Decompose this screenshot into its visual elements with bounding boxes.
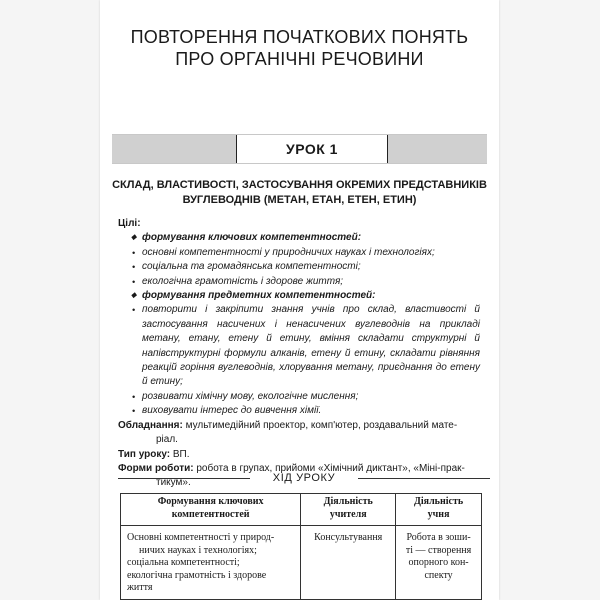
table-header-competencies: Формування ключових компетентностей xyxy=(121,494,301,526)
goal-item xyxy=(118,390,490,404)
dot-bullet-icon: • xyxy=(132,391,136,402)
cell-line: ті — створення xyxy=(405,544,472,556)
dot-bullet-icon: • xyxy=(132,262,136,273)
lesson-topic xyxy=(100,178,499,208)
chapter-title xyxy=(100,26,499,70)
cell-line: соціальна компетентності; xyxy=(127,557,240,568)
table-header-student: Діяльність учня xyxy=(396,494,482,526)
table-header-teacher: Діяльність учителя xyxy=(301,494,396,526)
lesson-topic-line-2: ВУГЛЕВОДНІВ (МЕТАН, ЕТАН, ЕТЕН, ЕТИН) xyxy=(182,194,417,206)
goal-text: екологічна грамотність і здорове життя; xyxy=(142,275,344,287)
cell-line: екологічна грамотність і здорове xyxy=(127,569,267,581)
table-cell-student xyxy=(396,526,482,600)
section-heading-label: ХІД УРОКУ xyxy=(272,472,336,484)
cell-line: спекту xyxy=(424,569,453,581)
chapter-title-line-1: ПОВТОРЕННЯ ПОЧАТКОВИХ ПОНЯТЬ xyxy=(130,27,469,47)
diamond-bullet-icon: ◆ xyxy=(131,292,137,300)
lesson-banner xyxy=(112,134,487,164)
dot-bullet-icon: • xyxy=(132,305,136,316)
section-heading xyxy=(118,470,490,489)
lesson-table xyxy=(120,493,482,600)
cell-line: Основні компетентності у природ- xyxy=(127,532,275,543)
equipment-value-2: ріал. xyxy=(156,434,178,446)
lesson-content xyxy=(118,217,490,491)
goal-text: розвивати хімічну мову, екологічне мислення; xyxy=(142,390,359,402)
lesson-topic-line-1: СКЛАД, ВЛАСТИВОСТІ, ЗАСТОСУВАННЯ ОКРЕМИХ ПРЕДСТАВНИКІВ xyxy=(112,179,487,191)
goal-text: виховувати інтерес до вивчення хімії. xyxy=(142,405,322,417)
lesson-label: УРОК 1 xyxy=(236,135,388,163)
lesson-type-label: Тип уроку: xyxy=(118,448,171,460)
lesson-type-line xyxy=(118,448,490,462)
divider-line xyxy=(118,478,250,479)
goal-item xyxy=(118,404,490,418)
goal-list xyxy=(118,231,490,418)
work-forms-label: Форми роботи: xyxy=(118,462,194,474)
goal-text: повторити і закріпити знання учнів про склад, властивості й застосування насичених і ненасичених вуглеводнів на прикладі метану, етану, етену й етину, вміння складати структурні й напівструктурні формули алканів, етену й етину, складати рівняння реакцій горіння вуглеводнів, хлорування метану, приєднання до етену й етину; xyxy=(142,304,480,388)
equipment-line-cont xyxy=(118,433,490,447)
cell-line: опорного кон- xyxy=(408,557,469,568)
table-header-row xyxy=(121,494,482,526)
dot-bullet-icon: • xyxy=(132,276,136,287)
goal-text: основні компетентності у природничих науках і технологіях; xyxy=(142,246,435,258)
cell-line: Робота в зоши- xyxy=(406,532,471,543)
divider-line xyxy=(358,478,490,479)
goal-item xyxy=(118,289,490,303)
goals-heading: Цілі: xyxy=(118,218,141,229)
goal-item xyxy=(118,275,490,289)
cell-line: Консультування xyxy=(314,532,383,543)
goal-text: формування ключових компетентностей: xyxy=(142,232,362,244)
dot-bullet-icon: • xyxy=(132,406,136,417)
cell-line: ничих науках і технологіях; xyxy=(139,544,257,556)
goal-item xyxy=(118,231,490,245)
table-row xyxy=(121,526,482,600)
goal-text: формування предметних компетентностей: xyxy=(142,290,376,302)
work-forms-value-1: робота в групах, прийоми «Хімічний диктант», «Міні-прак- xyxy=(196,462,465,474)
equipment-line xyxy=(118,419,490,433)
document-page xyxy=(100,0,499,600)
goal-item xyxy=(118,246,490,260)
goal-item xyxy=(118,303,490,389)
table-cell-competencies xyxy=(121,526,301,600)
equipment-label: Обладнання: xyxy=(118,419,183,431)
work-forms-value-2: тикум». xyxy=(156,477,191,489)
diamond-bullet-icon: ◆ xyxy=(131,234,137,242)
chapter-title-line-2: ПРО ОРГАНІЧНІ РЕЧОВИНИ xyxy=(175,49,424,69)
goal-item xyxy=(118,260,490,274)
goal-text: соціальна та громадянська компетентності; xyxy=(142,261,361,273)
lesson-type-value: ВП. xyxy=(172,448,190,460)
cell-line: життя xyxy=(127,582,153,593)
dot-bullet-icon: • xyxy=(132,247,136,258)
equipment-value-1: мультимедійний проектор, комп'ютер, роздавальний мате- xyxy=(185,419,458,431)
table-cell-teacher xyxy=(301,526,396,600)
